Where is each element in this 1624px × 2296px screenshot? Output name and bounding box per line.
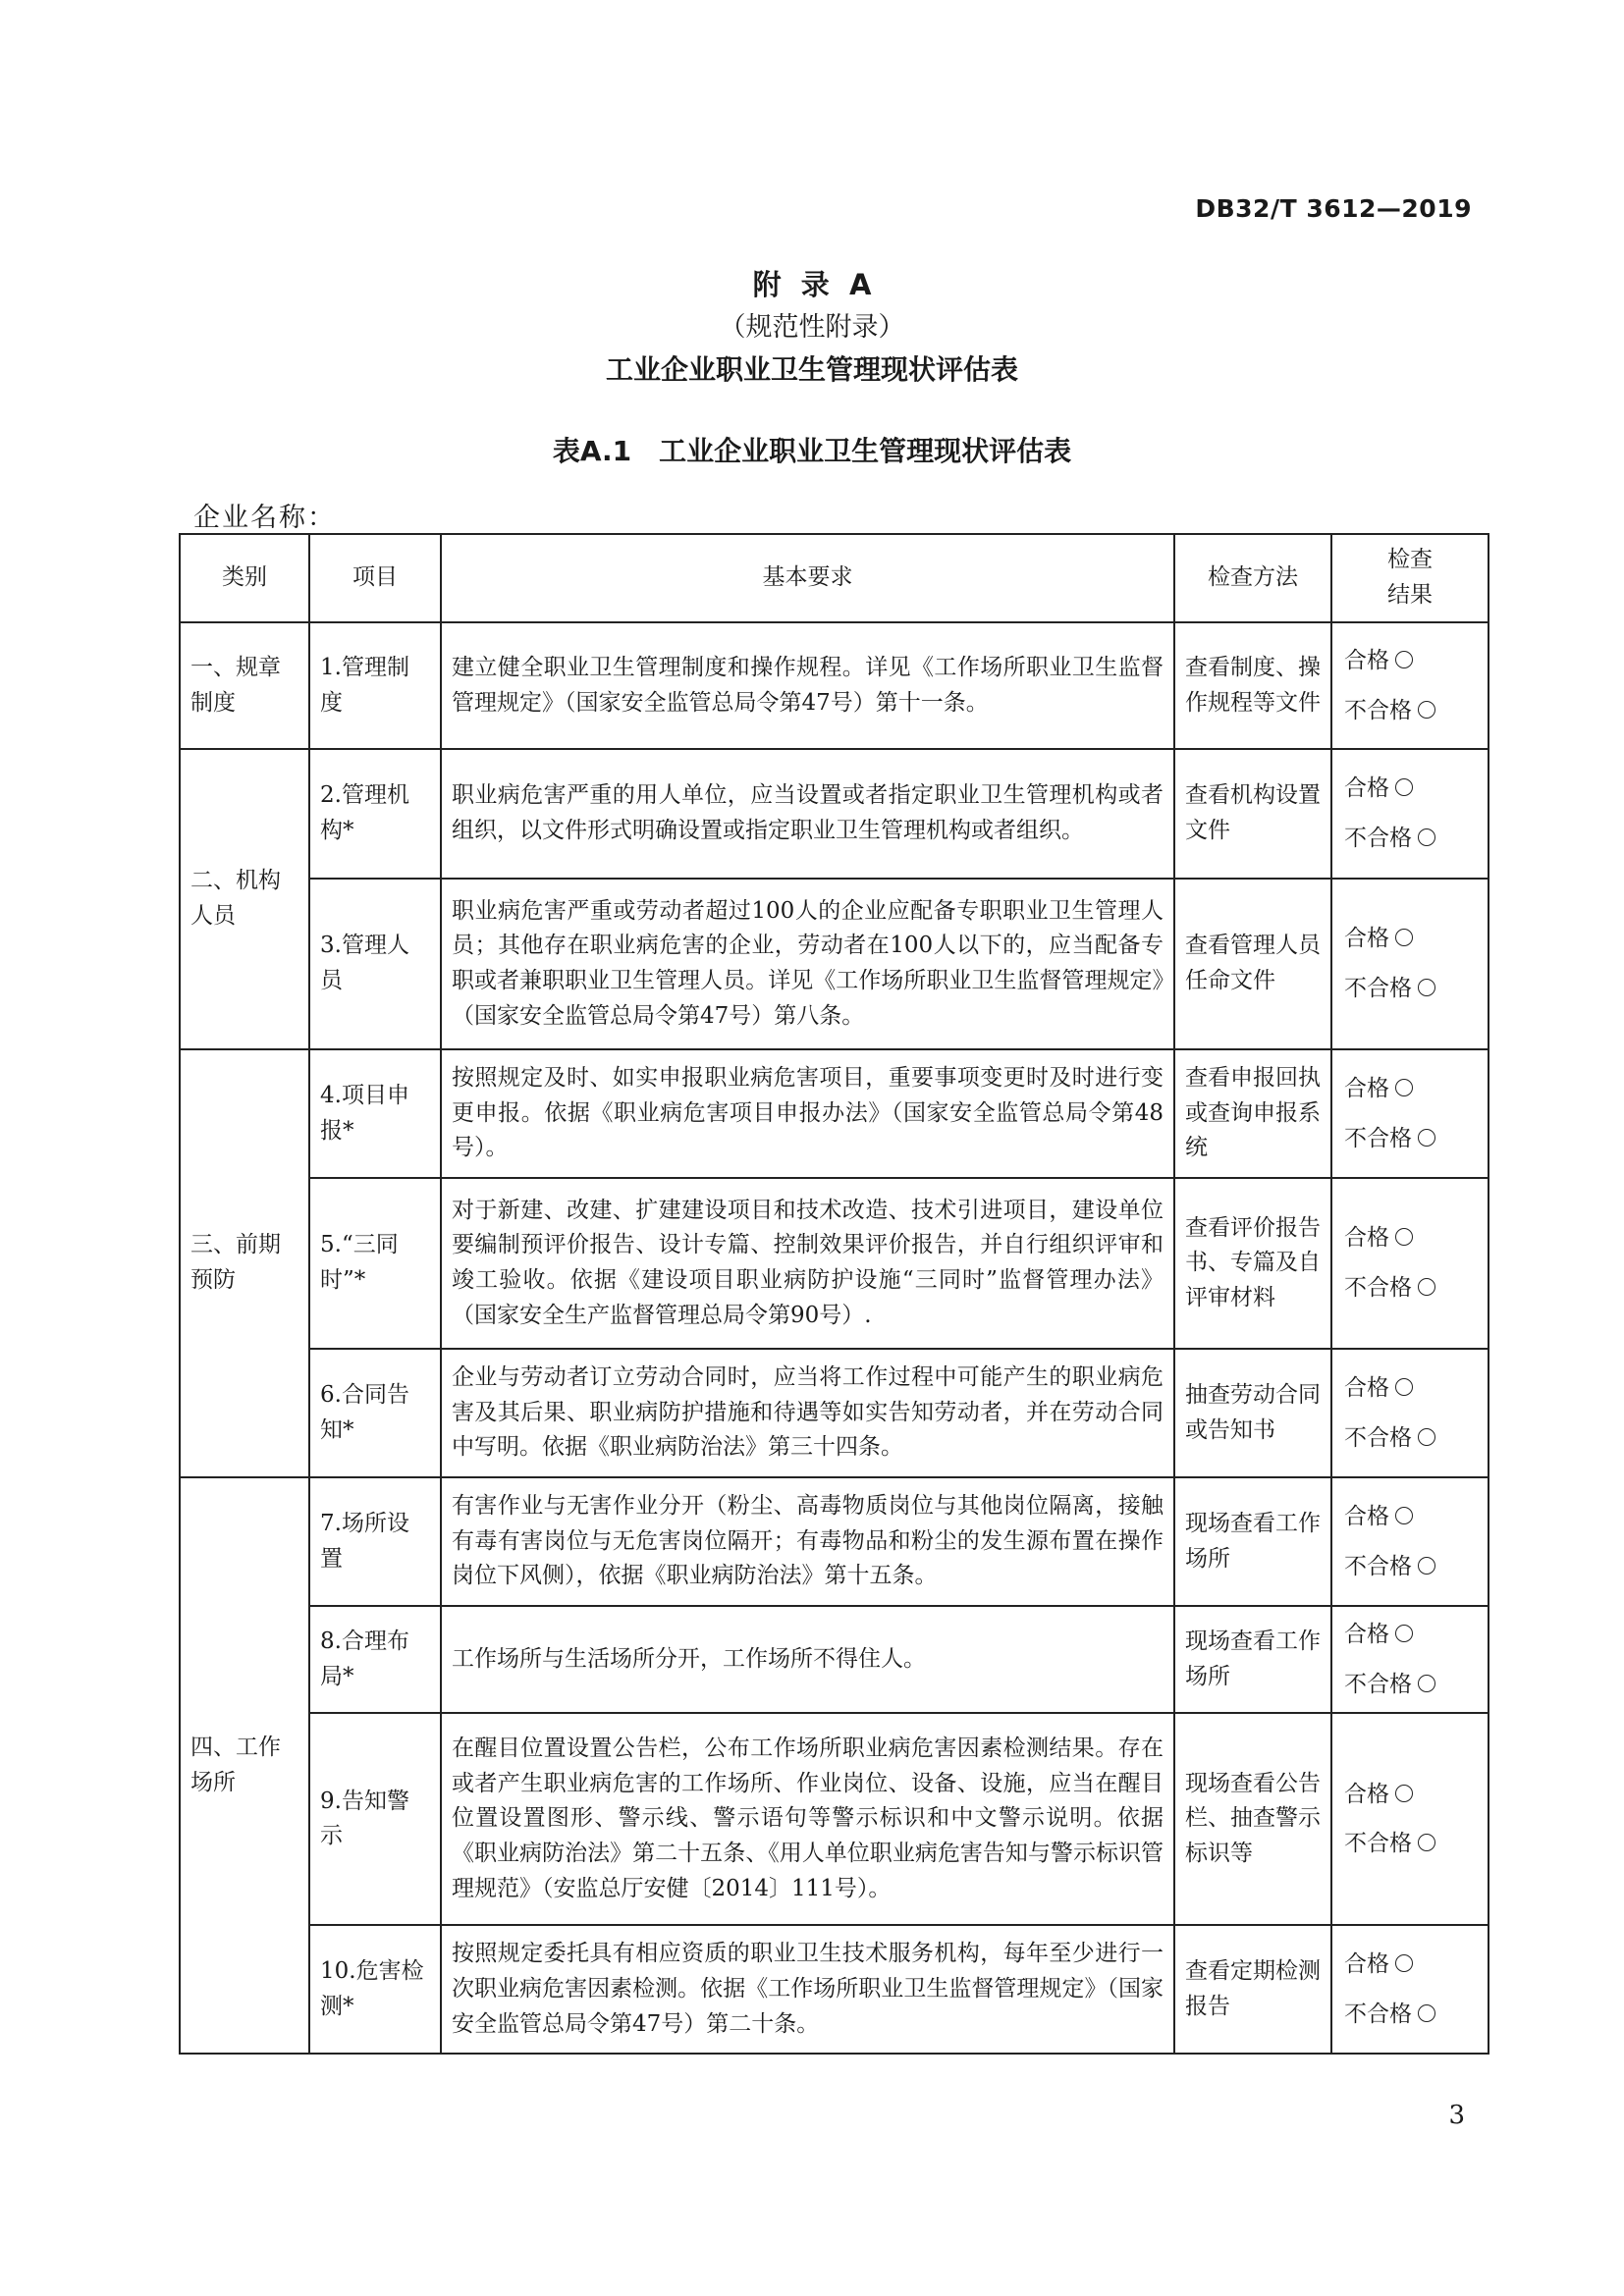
table-row <box>180 1477 1489 1606</box>
table-row <box>180 1178 1489 1349</box>
table-row <box>180 1713 1489 1925</box>
table-header-row <box>180 534 1489 622</box>
header-result-line-1: 检查 <box>1387 547 1433 573</box>
item-cell: 8.合理布局* <box>309 1606 441 1713</box>
pass-label: 合格 <box>1344 1225 1389 1252</box>
radio-circle-icon[interactable] <box>1418 1278 1435 1296</box>
method-cell: 查看申报回执或查询申报系统 <box>1174 1049 1331 1178</box>
method-cell: 查看评价报告书、专篇及自评审材料 <box>1174 1178 1331 1349</box>
radio-circle-icon[interactable] <box>1418 701 1435 719</box>
fail-option[interactable] <box>1344 814 1478 864</box>
appendix-title: 工业企业职业卫生管理现状评估表 <box>605 353 1018 386</box>
result-cell <box>1331 879 1489 1049</box>
appendix-heading: 附 录 A <box>752 268 872 301</box>
pass-option[interactable] <box>1344 1940 1478 1990</box>
fail-label: 不合格 <box>1344 1275 1412 1301</box>
company-name-label: 企业名称： <box>193 503 336 533</box>
radio-circle-icon[interactable] <box>1418 979 1435 996</box>
requirement-cell: 职业病危害严重或劳动者超过100人的企业应配备专职职业卫生管理人员；其他存在职业病危害的企业，劳动者在100人以下的，应当配备专职或者兼职职业卫生管理人员。详见《工作场所职业卫生监督管理规定》（国家安全监管总局令第47号）第八条。 <box>441 879 1174 1049</box>
category-cell: 三、前期预防 <box>180 1049 309 1477</box>
requirement-cell: 在醒目位置设置公告栏，公布工作场所职业病危害因素检测结果。存在或者产生职业病危害的工作场所、作业岗位、设备、设施，应当在醒目位置设置图形、警示线、警示语句等警示标识和中文警示说明。依据《职业病防治法》第二十五条、《用人单位职业病危害告知与警示标识管理规范》（安监总厅安健〔2014〕111号）。 <box>441 1713 1174 1925</box>
radio-circle-icon[interactable] <box>1395 1625 1413 1642</box>
document-code: DB32/T 3612—2019 <box>1195 194 1472 223</box>
radio-circle-icon[interactable] <box>1418 2004 1435 2022</box>
result-cell <box>1331 1349 1489 1477</box>
header-method: 检查方法 <box>1174 534 1331 622</box>
header-requirement: 基本要求 <box>441 534 1174 622</box>
pass-option[interactable] <box>1344 1492 1478 1542</box>
header-category: 类别 <box>180 534 309 622</box>
page-number: 3 <box>1448 2101 1465 2130</box>
pass-label: 合格 <box>1344 1503 1389 1529</box>
pass-option[interactable] <box>1344 914 1478 964</box>
fail-option[interactable] <box>1344 1990 1478 2040</box>
table-row <box>180 749 1489 879</box>
pass-label: 合格 <box>1344 1781 1389 1807</box>
requirement-cell: 有害作业与无害作业分开（粉尘、高毒物质岗位与其他岗位隔离，接触有毒有害岗位与无危害岗位隔开；有毒物品和粉尘的发生源布置在操作岗位下风侧），依据《职业病防治法》第十五条。 <box>441 1477 1174 1606</box>
header-result <box>1331 534 1489 622</box>
radio-circle-icon[interactable] <box>1395 1954 1413 1972</box>
method-cell: 现场查看工作场所 <box>1174 1606 1331 1713</box>
requirement-cell: 按照规定及时、如实申报职业病危害项目，重要事项变更时及时进行变更申报。依据《职业病危害项目申报办法》（国家安全监管总局令第48号）。 <box>441 1049 1174 1178</box>
item-cell: 2.管理机构* <box>309 749 441 879</box>
method-cell: 查看定期检测报告 <box>1174 1925 1331 2054</box>
radio-circle-icon[interactable] <box>1418 1129 1435 1147</box>
pass-option[interactable] <box>1344 1213 1478 1263</box>
item-cell: 6.合同告知* <box>309 1349 441 1477</box>
radio-circle-icon[interactable] <box>1395 1079 1413 1096</box>
radio-circle-icon[interactable] <box>1395 1785 1413 1802</box>
radio-circle-icon[interactable] <box>1418 1428 1435 1446</box>
pass-option[interactable] <box>1344 1363 1478 1414</box>
pass-label: 合格 <box>1344 1622 1389 1647</box>
fail-option[interactable] <box>1344 964 1478 1014</box>
pass-label: 合格 <box>1344 775 1389 802</box>
fail-label: 不合格 <box>1344 976 1412 1001</box>
fail-option[interactable] <box>1344 1542 1478 1592</box>
radio-circle-icon[interactable] <box>1418 1557 1435 1575</box>
item-cell: 9.告知警示 <box>309 1713 441 1925</box>
requirement-cell: 工作场所与生活场所分开，工作场所不得住人。 <box>441 1606 1174 1713</box>
evaluation-table <box>179 533 1489 2055</box>
category-cell: 四、工作场所 <box>180 1477 309 2054</box>
fail-option[interactable] <box>1344 1414 1478 1464</box>
radio-circle-icon[interactable] <box>1395 778 1413 796</box>
result-cell <box>1331 1049 1489 1178</box>
result-cell <box>1331 749 1489 879</box>
radio-circle-icon[interactable] <box>1395 1228 1413 1246</box>
fail-label: 不合格 <box>1344 1671 1412 1697</box>
method-cell: 查看管理人员任命文件 <box>1174 879 1331 1049</box>
requirement-cell: 建立健全职业卫生管理制度和操作规程。详见《工作场所职业卫生监督管理规定》（国家安全监管总局令第47号）第十一条。 <box>441 622 1174 749</box>
fail-label: 不合格 <box>1344 1125 1412 1151</box>
item-cell: 10.危害检测* <box>309 1925 441 2054</box>
fail-option[interactable] <box>1344 686 1478 736</box>
table-row <box>180 1606 1489 1713</box>
fail-option[interactable] <box>1344 1263 1478 1313</box>
table-row <box>180 879 1489 1049</box>
normative-label: （规范性附录） <box>719 312 905 343</box>
result-cell <box>1331 1925 1489 2054</box>
fail-option[interactable] <box>1344 1114 1478 1164</box>
result-cell <box>1331 1477 1489 1606</box>
radio-circle-icon[interactable] <box>1418 828 1435 846</box>
item-cell: 3.管理人员 <box>309 879 441 1049</box>
table-caption: 表A.1 工业企业职业卫生管理现状评估表 <box>552 435 1072 467</box>
fail-option[interactable] <box>1344 1819 1478 1869</box>
pass-label: 合格 <box>1344 647 1389 673</box>
fail-label: 不合格 <box>1344 1424 1412 1451</box>
fail-label: 不合格 <box>1344 1831 1412 1857</box>
radio-circle-icon[interactable] <box>1395 1378 1413 1396</box>
requirement-cell: 企业与劳动者订立劳动合同时，应当将工作过程中可能产生的职业病危害及其后果、职业病防护措施和待遇等如实告知劳动者，并在劳动合同中写明。依据《职业病防治法》第三十四条。 <box>441 1349 1174 1477</box>
header-item: 项目 <box>309 534 441 622</box>
fail-label: 不合格 <box>1344 2001 1412 2027</box>
table-row <box>180 1049 1489 1178</box>
table-row <box>180 1349 1489 1477</box>
pass-option[interactable] <box>1344 636 1478 686</box>
fail-label: 不合格 <box>1344 697 1412 723</box>
radio-circle-icon[interactable] <box>1418 1675 1435 1692</box>
pass-option[interactable] <box>1344 1064 1478 1114</box>
item-cell: 5.“三同时”* <box>309 1178 441 1349</box>
requirement-cell: 按照规定委托具有相应资质的职业卫生技术服务机构，每年至少进行一次职业病危害因素检测。依据《工作场所职业卫生监督管理规定》（国家安全监管总局令第47号）第二十条。 <box>441 1925 1174 2054</box>
item-cell: 7.场所设置 <box>309 1477 441 1606</box>
fail-option[interactable] <box>1344 1660 1478 1710</box>
requirement-cell: 职业病危害严重的用人单位，应当设置或者指定职业卫生管理机构或者组织，以文件形式明确设置或指定职业卫生管理机构或者组织。 <box>441 749 1174 879</box>
pass-option[interactable] <box>1344 1610 1478 1660</box>
pass-label: 合格 <box>1344 1374 1389 1401</box>
requirement-cell: 对于新建、改建、扩建建设项目和技术改造、技术引进项目，建设单位要编制预评价报告、设计专篇、控制效果评价报告，并自行组织评审和竣工验收。依据《建设项目职业病防护设施“三同时”监督管理办法》（国家安全生产监督管理总局令第90号）. <box>441 1178 1174 1349</box>
radio-circle-icon[interactable] <box>1418 1834 1435 1851</box>
result-cell <box>1331 622 1489 749</box>
item-cell: 1.管理制度 <box>309 622 441 749</box>
table-row <box>180 1925 1489 2054</box>
result-cell <box>1331 1178 1489 1349</box>
fail-label: 不合格 <box>1344 1553 1412 1579</box>
category-cell: 一、规章制度 <box>180 622 309 749</box>
category-cell: 二、机构人员 <box>180 749 309 1049</box>
header-result-line-2: 结果 <box>1387 582 1433 608</box>
pass-label: 合格 <box>1344 926 1389 952</box>
pass-label: 合格 <box>1344 1075 1389 1101</box>
method-cell: 查看制度、操作规程等文件 <box>1174 622 1331 749</box>
method-cell: 现场查看工作场所 <box>1174 1477 1331 1606</box>
pass-option[interactable] <box>1344 1770 1478 1820</box>
table-row <box>180 622 1489 749</box>
result-cell <box>1331 1713 1489 1925</box>
method-cell: 现场查看公告栏、抽查警示标识等 <box>1174 1713 1331 1925</box>
method-cell: 抽查劳动合同或告知书 <box>1174 1349 1331 1477</box>
result-cell <box>1331 1606 1489 1713</box>
radio-circle-icon[interactable] <box>1395 651 1413 668</box>
pass-label: 合格 <box>1344 1951 1389 1978</box>
method-cell: 查看机构设置文件 <box>1174 749 1331 879</box>
radio-circle-icon[interactable] <box>1395 929 1413 946</box>
pass-option[interactable] <box>1344 764 1478 814</box>
item-cell: 4.项目申报* <box>309 1049 441 1178</box>
fail-label: 不合格 <box>1344 826 1412 851</box>
radio-circle-icon[interactable] <box>1395 1507 1413 1524</box>
